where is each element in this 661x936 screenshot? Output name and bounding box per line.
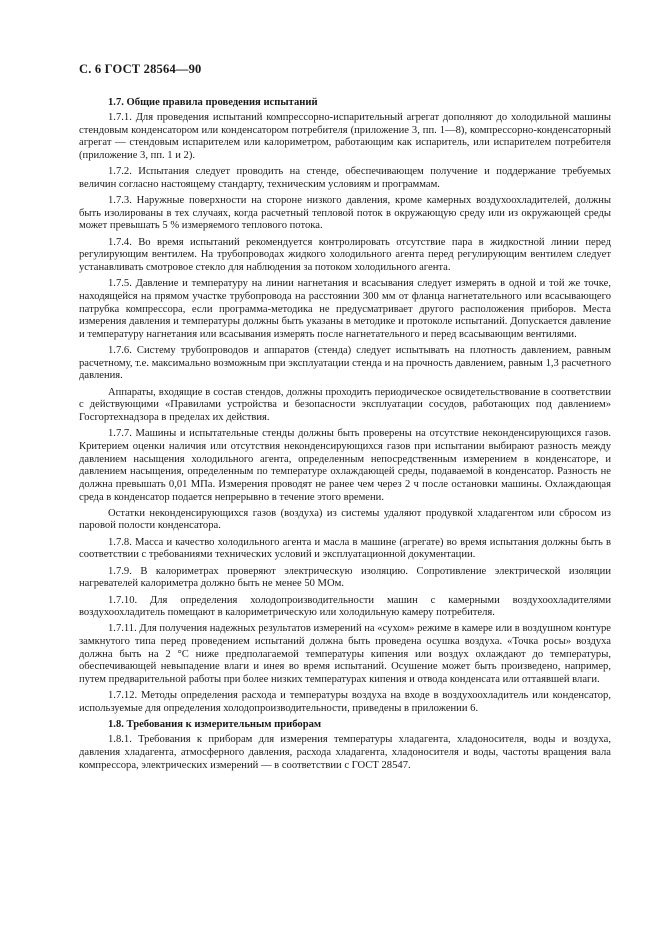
paragraph-1-7-5: 1.7.5. Давление и температуру на линии нагнетания и всасывания следует измерять в одной и той же точке, находящейся на прямом участке трубопровода на расстоянии 300 мм от фланца нагнетательного или всасывающего патрубка компрессора, если программа-методика не предусматривает другого расположения приборов. Места измерения давления и температуры должны быть указаны в методике и протоколе испытаний. Допускается давление и температуру нагнетания или всасывания измерять после нагнетательного и перед всасывающим вентилями. xyxy=(79,278,611,340)
paragraph-1-7-12: 1.7.12. Методы определения расхода и температуры воздуха на входе в воздухоохладитель или конденсатор, используемые для определения холодопроизводительности, приведены в приложении 6. xyxy=(79,690,611,714)
paragraph-1-7-1: 1.7.1. Для проведения испытаний компрессорно-испарительный агрегат дополняют до холодильной машины стендовым конденсатором или конденсатором потребителя (приложение 3, пп. 1—8), компрессорно-конденсаторный агрегат — стендовым испарителем или калориметром, работающим как испаритель, или испарителем потребителя (приложение 3, пп. 1 и 2). xyxy=(79,112,611,162)
paragraph-1-7-6-apparatus: Аппараты, входящие в состав стендов, должны проходить периодическое освидетельствование в соответствии с действующими «Правилами устройства и безопасности эксплуатации сосудов, работающих под давлением» Госгортехнадзора в пределах их действия. xyxy=(79,386,611,424)
page-header: С. 6 ГОСТ 28564—90 xyxy=(79,62,202,76)
paragraph-1-7-8: 1.7.8. Масса и качество холодильного агента и масла в машине (агрегате) во время испытания должны быть в соответствии с требованиями технических условий и эксплуатационной документации. xyxy=(79,536,611,561)
paragraph-1-7-7: 1.7.7. Машины и испытательные стенды должны быть проверены на отсутствие неконденсирующихся газов. Критерием оценки наличия или отсутствия неконденсирующихся газов при испытании выбирают разность между давлением насыщения холодильного агента, определенным непосредственным измерением в конденсаторе, и давлением насыщения, определенным по температуре охлаждающей среды, подаваемой в конденсатор. Разность не должна превышать 0,01 МПа. Измерения проводят не ранее чем через 2 ч после остановки машины. Охлаждающая среда в конденсатор подается непрерывно в течение этого времени. xyxy=(79,428,611,503)
section-heading-1-7: 1.7. Общие правила проведения испытаний xyxy=(108,97,318,108)
paragraph-1-7-7-residual-gases: Остатки неконденсирующихся газов (воздуха) из системы удаляют продувкой хладагентом или сбросом из паровой полости конденсатора. xyxy=(79,507,611,532)
paragraph-1-7-6: 1.7.6. Систему трубопроводов и аппаратов (стенда) следует испытывать на плотность давлением, равным расчетному, т.е. максимально возможным при эксплуатации стенда и на прочность давлением, равным 1,3 расчетного давления. xyxy=(79,345,611,382)
paragraph-1-7-11: 1.7.11. Для получения надежных результатов измерений на «сухом» режиме в камере или в воздушном контуре замкнутого типа перед проведением испытаний должна быть проведена осушка воздуха. «Точка росы» воздуха должна быть на 2 °С ниже предполагаемой температуры кипения или воздух охлаждают до температуры, обеспечивающей невыпадение влаги и инея во время испытаний. Осушение может быть произведено, например, путем предварительной работы при более низких температурах кипения и отвода конденсата или оттаявшей влаги. xyxy=(79,623,611,686)
paragraph-1-7-4: 1.7.4. Во время испытаний рекомендуется контролировать отсутствие пара в жидкостной линии перед регулирующим вентилем. На трубопроводах жидкого холодильного агента перед регулирующим вентилем следует устанавливать смотровое стекло для наблюдения за потоком холодильного агента. xyxy=(79,236,611,274)
page-body xyxy=(79,97,611,776)
paragraph-1-7-10: 1.7.10. Для определения холодопроизводительности машин с камерными воздухоохладителями воздухоохладитель помещают в калориметрическую или холодильную камеру потребителя. xyxy=(79,594,611,619)
paragraph-1-7-2: 1.7.2. Испытания следует проводить на стенде, обеспечивающем получение и поддержание требуемых величин согласно настоящему стандарту, техническим условиям и программам. xyxy=(79,166,611,190)
paragraph-1-8-1: 1.8.1. Требования к приборам для измерения температуры хладагента, хладоносителя, воды и воздуха, давления хладагента, атмосферного давления, расхода хладагента, хладоносителя и воды, частоты вращения вала компрессора, электрических измерений — в соответствии с ГОСТ 28547. xyxy=(79,734,611,771)
paragraph-1-7-3: 1.7.3. Наружные поверхности на стороне низкого давления, кроме камерных воздухоохладителей, должны быть изолированы в тех случаях, когда расчетный тепловой поток в окружающую среду или из окружающей среды может превышать 5 % измеряемого теплового потока. xyxy=(79,195,611,232)
section-heading-1-8: 1.8. Требования к измерительным приборам xyxy=(108,719,322,731)
paragraph-1-7-9: 1.7.9. В калориметрах проверяют электрическую изоляцию. Сопротивление электрической изоляции нагревателей калориметра должно быть не менее 50 МОм. xyxy=(79,565,611,590)
